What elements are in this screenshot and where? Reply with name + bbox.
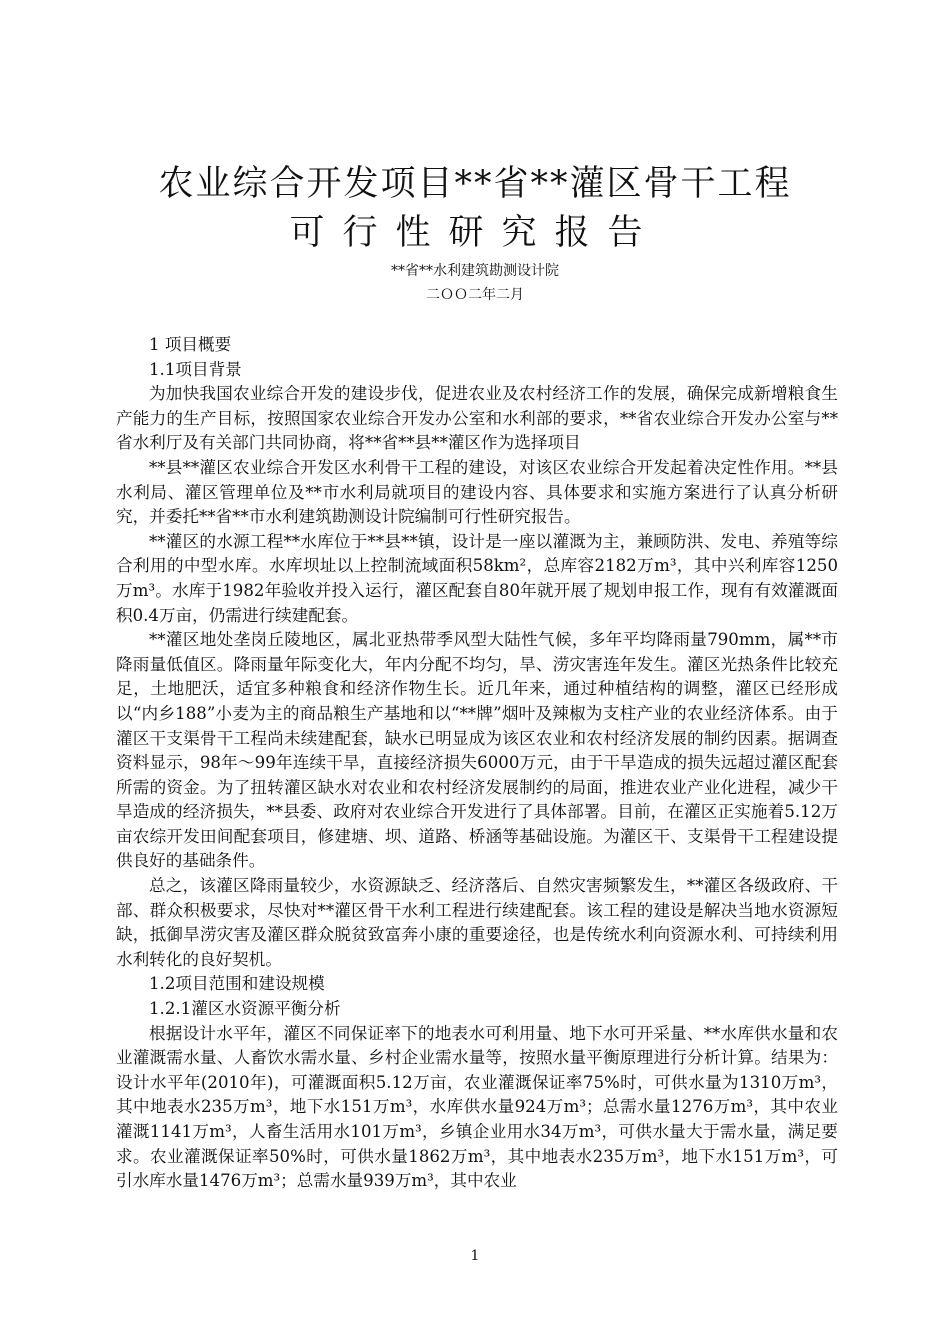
paragraph-summary: 总之，该灌区降雨量较少，水资源缺乏、经济落后、自然灾害频繁发生，**灌区各级政府、干部、群众积极要求，尽快对**灌区骨干水利工程进行续建配套。该工程的建设是解决当地水资源短缺，抵御旱涝灾害及灌区群众脱贫致富奔小康的重要途径，也是传统水利向资源水利、可持续利用水利转化的良好契机。 [116,876,838,969]
section-heading-1-1: 1.1项目背景 [149,359,242,379]
report-title-line1: 农业综合开发项目**省**灌区骨干工程 [158,164,792,204]
document-body [116,333,838,1194]
report-date: 二ＯＯ二年二月 [426,287,524,303]
section-heading-1: 1 项目概要 [149,335,232,354]
paragraph-climate: **灌区地处垄岗丘陵地区，属北亚热带季风型大陆性气候，多年平均降雨量790mm，属**市降雨量低值区。降雨量年际变化大，年内分配不均匀，旱、涝灾害连年发生。灌区光热条件比较充足，土地肥沃，适宜多种粮食和经济作物生长。近几年来，通过种植结构的调整，灌区已经形成以“内乡188”小麦为主的商品粮生产基地和以“**牌”烟叶及辣椒为支柱产业的农业经济体系。由于灌区干支渠骨干工程尚未续建配套，缺水已明显成为该区农业和农村经济发展的制约因素。据调查资料显示，98年～99年连续干旱，直接经济损失6000万元，由于干旱造成的损失远超过灌区配套所需的资金。为了扭转灌区缺水对农业和农村经济发展制约的局面，推进农业产业化进程，减少干旱造成的经济损失，**县委、政府对农业综合开发进行了具体部署。目前，在灌区正实施着5.12万亩农综开发田间配套项目，修建塘、坝、道路、桥涵等基础设施。为灌区干、支渠骨干工程建设提供良好的基础条件。 [116,630,838,871]
page-number: 1 [470,1248,480,1264]
section-heading-1-2: 1.2项目范围和建设规模 [149,974,325,994]
paragraph-background-2: **县**灌区农业综合开发区水利骨干工程的建设，对该区农业综合开发起着决定性作用。**县水利局、灌区管理单位及**市水利局就项目的建设内容、具体要求和实施方案进行了认真分析研究，并委托**省**市水利建筑勘测设计院编制可行性研究报告。 [116,457,838,527]
paragraph-background-1: 为加快我国农业综合开发的建设步伐，促进农业及农村经济工作的发展，确保完成新增粮食生产能力的生产目标，按照国家农业综合开发办公室和水利部的要求，**省农业综合开发办公室与**省水利厅及有关部门共同协商，将**省**县**灌区作为选择项目 [116,384,838,453]
section-heading-1-2-1: 1.2.1灌区水资源平衡分析 [149,999,341,1019]
report-title-line2: 可行性研究报告 [289,213,661,253]
author-organization: **省**水利建筑勘测设计院 [391,263,559,279]
paragraph-water-balance: 根据设计水平年，灌区不同保证率下的地表水可利用量、地下水可开采量、**水库供水量和农业灌溉需水量、人畜饮水需水量、乡村企业需水量等，按照水量平衡原理进行分析计算。结果为：设计水平年(2010年)，可灌溉面积5.12万亩，农业灌溉保证率75%时，可供水量为1310万m³，其中地表水235万m³，地下水151万m³，水库供水量924万m³；总需水量1276万m³，其中农业灌溉1141万m³，人畜生活用水101万m³，乡镇企业用水34万m³，可供水量大于需水量，满足要求。农业灌溉保证率50%时，可供水量1862万m³，其中地表水235万m³，地下水151万m³，可引水库水量1476万m³；总需水量939万m³，其中农业 [116,1023,838,1191]
paragraph-water-source: **灌区的水源工程**水库位于**县**镇，设计是一座以灌溉为主，兼顾防洪、发电、养殖等综合利用的中型水库。水库坝址以上控制流域面积58km²，总库容2182万m³，其中兴利库容1250万m³。水库于1982年验收并投入运行，灌区配套自80年就开展了规划申报工作，现有有效灌溉面积0.4万亩，仍需进行续建配套。 [116,531,838,625]
